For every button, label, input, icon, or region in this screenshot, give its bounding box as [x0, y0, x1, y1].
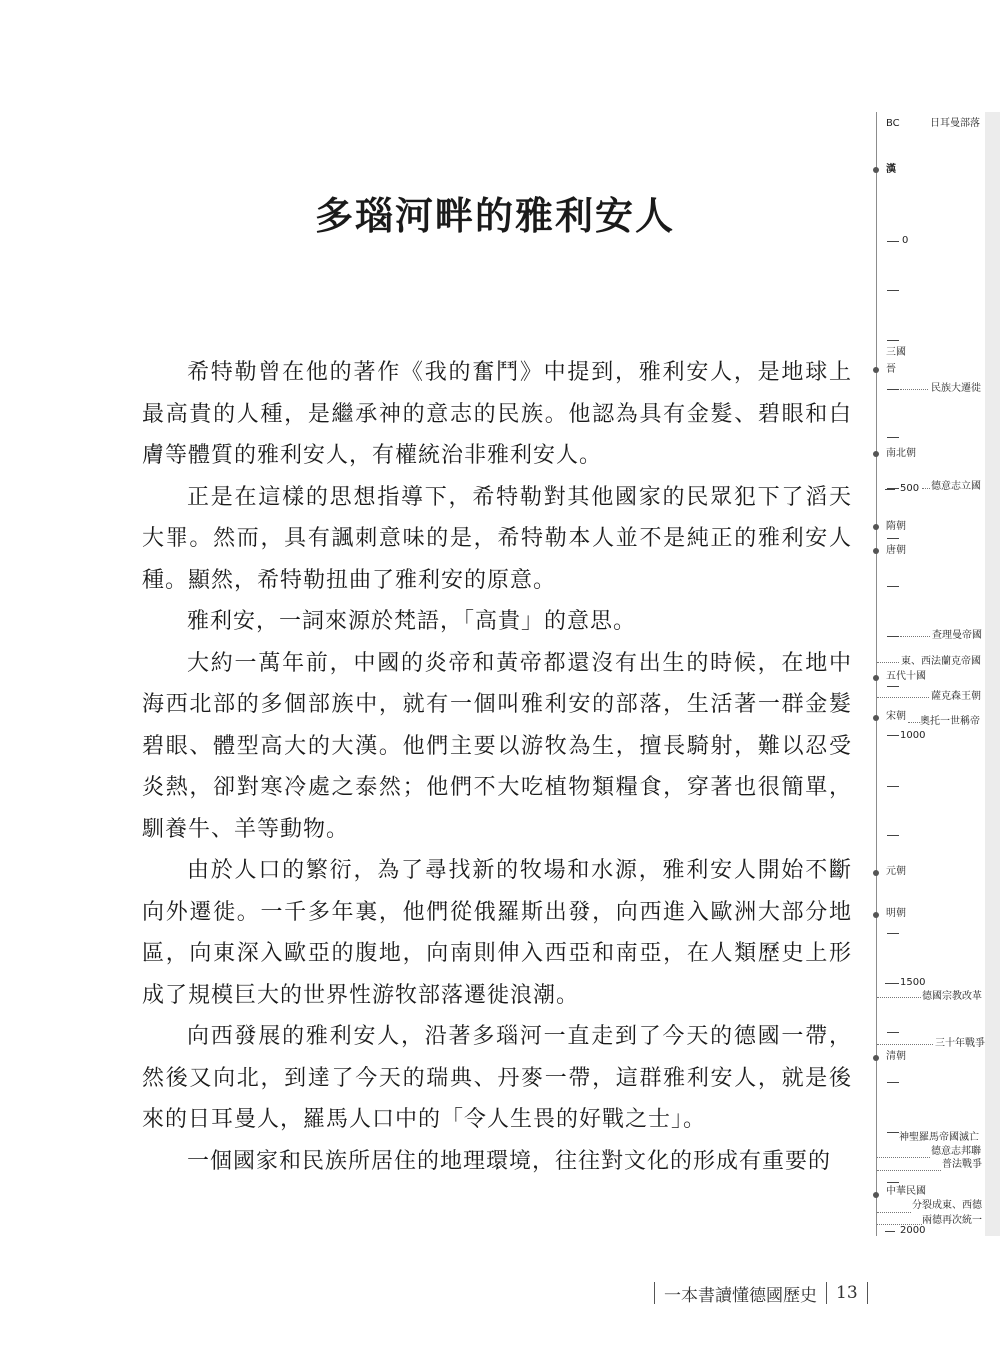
timeline-tick [887, 389, 899, 390]
timeline-leader [900, 636, 930, 637]
timeline-dynasty: 漢 [886, 164, 896, 175]
timeline-leader [877, 1212, 911, 1213]
timeline-dynasty: 宋朝 [886, 711, 906, 722]
timeline-tick [885, 489, 895, 490]
timeline-axis [876, 112, 877, 1236]
timeline-year: 1000 [900, 730, 926, 741]
timeline-dot [873, 367, 879, 373]
body-text [142, 352, 852, 1182]
paragraph: 向西發展的雅利安人，沿著多瑙河一直走到了今天的德國一帶，然後又向北，到達了今天的瑞典、丹麥一帶，這群雅利安人，就是後來的日耳曼人，羅馬人口中的「令人生畏的好戰之士」。 [142, 1024, 852, 1132]
timeline-event: 民族大遷徙 [931, 383, 981, 394]
timeline-event: 三十年戰爭 [935, 1038, 985, 1049]
timeline-leader [908, 722, 920, 723]
timeline-dynasty: 唐朝 [886, 545, 906, 556]
timeline-year: 2000 [900, 1225, 926, 1236]
timeline-header-bc: BC [886, 118, 900, 129]
timeline-tick [887, 340, 899, 341]
timeline-leader [900, 389, 928, 390]
timeline-event: 薩克森王朝 [931, 691, 981, 702]
timeline-dynasty: 隋朝 [886, 521, 906, 532]
timeline-tick [887, 686, 899, 687]
paragraph: 正是在這樣的思想指導下，希特勒對其他國家的民眾犯下了滔天大罪。然而，具有諷刺意味的是，希特勒本人並不是純正的雅利安人種。顯然，希特勒扭曲了雅利安的原意。 [142, 484, 852, 593]
timeline-event: 查理曼帝國 [932, 630, 982, 641]
paragraph: 由於人口的繁衍，為了尋找新的牧場和水源，雅利安人開始不斷向外遷徙。一千多年裏，他們從俄羅斯出發，向西進入歐洲大部分地區，向東深入歐亞的腹地，向南則伸入西亞和南亞，在人類歷史上形成了規模巨大的世界性游牧部落遷徙浪潮。 [142, 858, 852, 1008]
timeline-dot [873, 451, 879, 457]
timeline-dot [873, 524, 879, 530]
timeline-tick [887, 290, 899, 291]
timeline-tick [887, 437, 899, 438]
timeline-leader [877, 1044, 933, 1045]
timeline-year: 1500 [900, 977, 926, 988]
timeline-tick [885, 1231, 895, 1232]
timeline-event: 東、西法蘭克帝國 [901, 656, 981, 667]
timeline-tick [885, 983, 895, 984]
timeline-tick [887, 636, 899, 637]
timeline-leader [877, 1170, 941, 1171]
book-title: 一本書讀懂德國歷史 [664, 1285, 817, 1306]
timeline-dot [873, 1192, 879, 1198]
timeline-tick [887, 538, 899, 539]
timeline-dynasty: 清朝 [886, 1051, 906, 1062]
timeline-event: 奧托一世稱帝 [920, 716, 980, 727]
timeline-leader [877, 997, 921, 998]
timeline-event: 兩德再次統一 [922, 1215, 982, 1226]
timeline-dynasty: 五代十國 [886, 671, 926, 682]
timeline-event: 德意志立國 [931, 481, 981, 492]
page-title: 多瑙河畔的雅利安人 [314, 193, 675, 238]
timeline-event: 德國宗教改革 [922, 991, 982, 1002]
timeline-dynasty: 明朝 [886, 908, 906, 919]
timeline-tick [887, 835, 899, 836]
timeline-dynasty: 中華民國 [886, 1186, 926, 1197]
timeline-dynasty: 晉 [886, 364, 896, 375]
timeline-dynasty: 元朝 [886, 866, 906, 877]
timeline-tick [887, 1032, 899, 1033]
timeline-year: 500 [900, 483, 920, 494]
timeline-tick [887, 786, 899, 787]
timeline-tick [887, 933, 899, 934]
paragraph: 雅利安，一詞來源於梵語，「高貴」的意思。 [187, 609, 637, 634]
timeline-tick [887, 735, 899, 736]
timeline-event: 普法戰爭 [942, 1159, 982, 1170]
timeline-dynasty: 三國 [886, 347, 906, 358]
timeline-leader [877, 662, 899, 663]
timeline-leader [877, 1157, 930, 1158]
timeline-tick [887, 1082, 899, 1083]
paragraph: 一個國家和民族所居住的地理環境，往往對文化的形成有重要的 [187, 1148, 832, 1174]
timeline-event: 分裂成東、西德 [912, 1200, 982, 1211]
timeline-dot [873, 1055, 879, 1061]
timeline-tick [887, 1182, 899, 1183]
timeline-leader [877, 697, 929, 698]
timeline-tick [887, 1132, 899, 1133]
timeline-leader [922, 488, 930, 489]
timeline-year: 0 [902, 235, 909, 246]
page-number: 13 [836, 1283, 858, 1303]
paragraph: 希特勒曾在他的著作《我的奮鬥》中提到，雅利安人，是地球上最高貴的人種，是繼承神的意志的民族。他認為具有金髮、碧眼和白膚等體質的雅利安人，有權統治非雅利安人。 [142, 360, 852, 468]
timeline-shade-bar [985, 112, 1000, 1236]
timeline-header-germanic: 日耳曼部落 [930, 118, 980, 129]
timeline-dynasty: 南北朝 [886, 448, 916, 459]
paragraph: 大約一萬年前，中國的炎帝和黃帝都還沒有出生的時候，在地中海西北部的多個部族中，就有一個叫雅利安的部落，生活著一群金髮碧眼、體型高大的大漢。他們主要以游牧為生，擅長騎射，難以忍受炎熱，卻對寒冷處之泰然；他們不大吃植物類糧食，穿著也很簡單，馴養牛、羊等動物。 [142, 650, 852, 842]
timeline-tick [887, 241, 899, 242]
timeline-dot [873, 675, 879, 681]
timeline-dot [873, 715, 879, 721]
timeline-event: 德意志邦聯 [931, 1146, 981, 1157]
timeline-dot [873, 912, 879, 918]
page-footer [645, 1281, 877, 1305]
footer-divider [654, 1282, 655, 1304]
footer-divider [826, 1282, 827, 1304]
timeline-event: 神聖羅馬帝國滅亡 [899, 1132, 979, 1143]
timeline-dot [873, 167, 879, 173]
timeline-dot [873, 870, 879, 876]
timeline-tick [887, 586, 899, 587]
timeline-dot [873, 548, 879, 554]
footer-divider [867, 1282, 868, 1304]
